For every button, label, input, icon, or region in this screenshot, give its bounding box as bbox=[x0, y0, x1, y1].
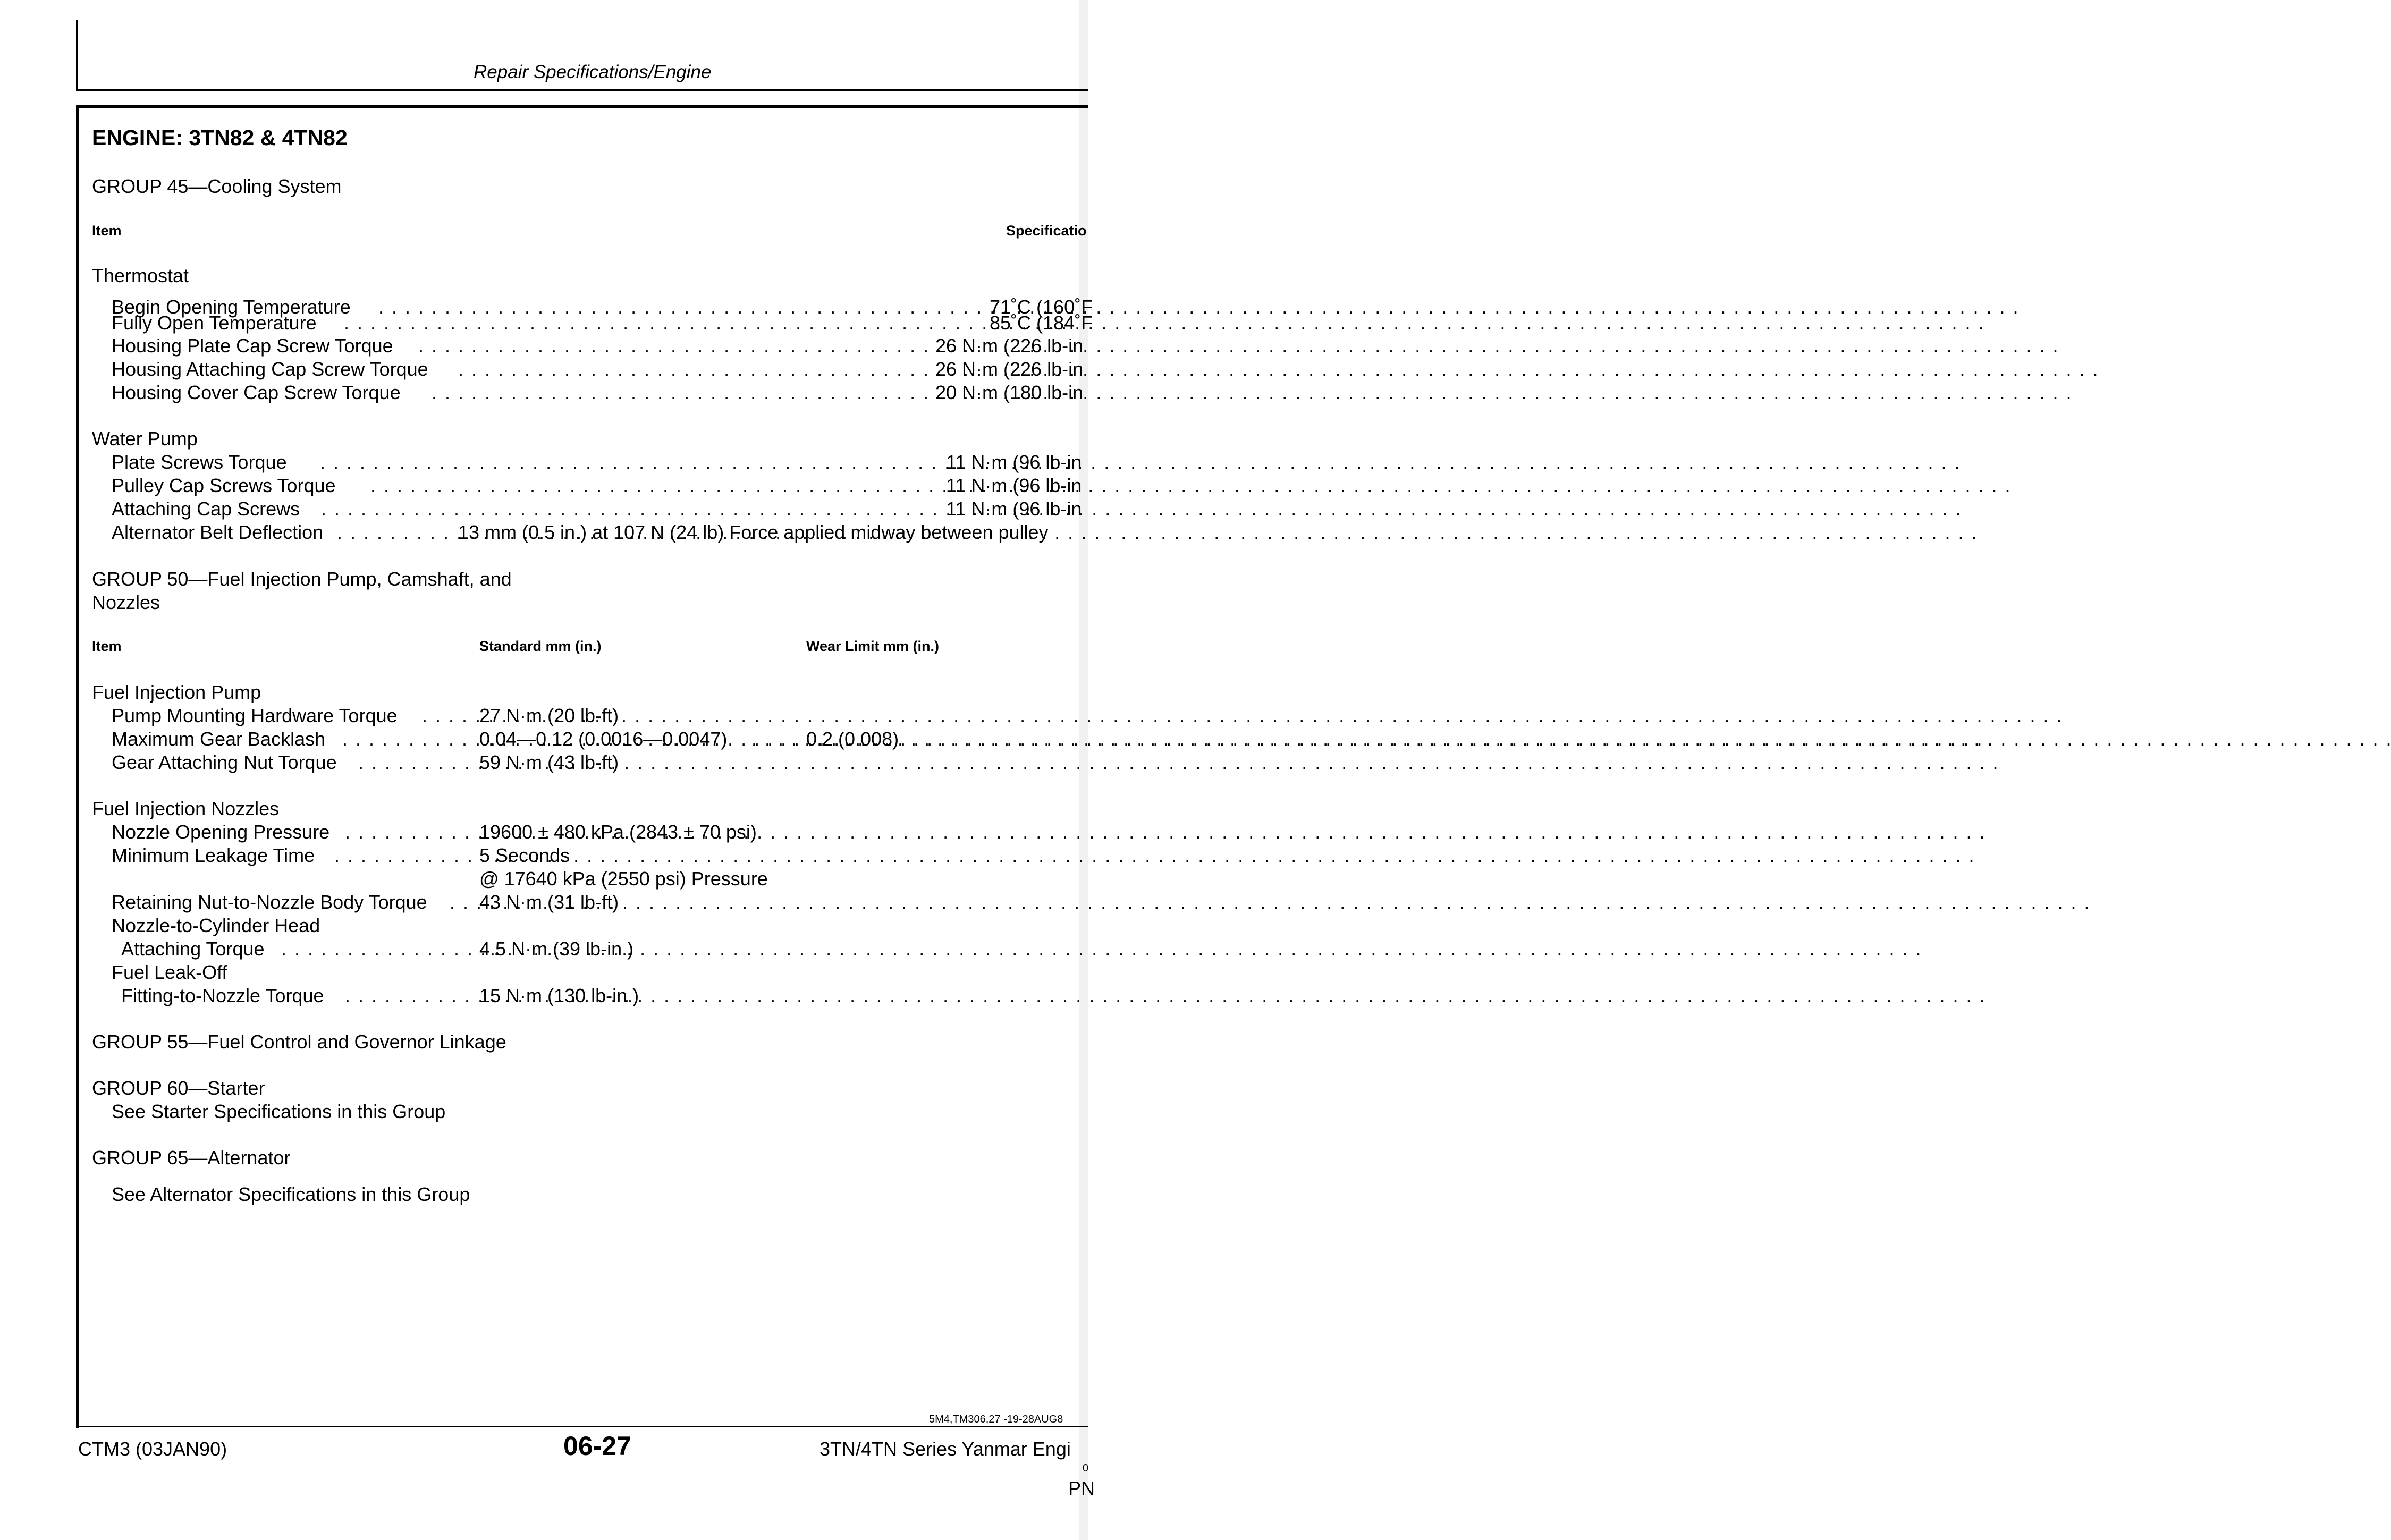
dot-leader bbox=[370, 474, 945, 497]
dot-leader bbox=[344, 311, 988, 335]
group60-heading: GROUP 60—Starter bbox=[92, 1077, 265, 1099]
spec-item: Maximum Gear Backlash bbox=[112, 728, 326, 750]
outer-left-rule bbox=[76, 20, 78, 90]
page-header-title: Repair Specifications/Engine bbox=[474, 62, 712, 82]
spec-value: 59 N·m (43 lb-ft) bbox=[479, 751, 619, 773]
footer-tiny: 0 bbox=[1083, 1462, 1089, 1474]
dot-leader bbox=[458, 358, 935, 381]
spec-item: Gear Attaching Nut Torque bbox=[112, 751, 337, 773]
spec-item-cont: Attaching Torque bbox=[121, 938, 265, 960]
spec-item: Begin Opening Temperature bbox=[112, 296, 351, 318]
footer-right: 3TN/4TN Series Yanmar Engi bbox=[819, 1438, 1071, 1460]
content-box-top bbox=[76, 105, 1088, 108]
group50-col-item: Item bbox=[92, 638, 122, 654]
spec-value: 19600 ± 480 kPa (2843 ± 70 psi) bbox=[479, 821, 757, 843]
group50-col-wear: Wear Limit mm (in.) bbox=[806, 638, 940, 654]
group45-col-spec: Specificatio bbox=[1006, 223, 1087, 239]
group65-heading: GROUP 65—Alternator bbox=[92, 1147, 291, 1169]
wear-value: 0.2 (0.008) bbox=[806, 728, 899, 750]
spec-item-cont: Fitting-to-Nozzle Torque bbox=[121, 985, 324, 1006]
group50-heading-line2: Nozzles bbox=[92, 591, 160, 613]
spec-item: Nozzle-to-Cylinder Head bbox=[112, 915, 320, 936]
spec-item: Fully Open Temperature bbox=[112, 312, 317, 334]
spec-item: Nozzle Opening Pressure bbox=[112, 821, 330, 843]
water-pump-label: Water Pump bbox=[92, 428, 198, 450]
spec-value: 26 N·m (226 lb-in bbox=[935, 335, 1084, 357]
footer-code: 5M4,TM306,27 -19-28AUG8 bbox=[929, 1414, 1063, 1425]
dot-leader bbox=[345, 984, 477, 1008]
content-box-bottom bbox=[76, 1426, 1088, 1427]
spec-value: 11 N·m (96 lb-in bbox=[946, 451, 1082, 473]
spec-value: 13 mm (0.5 in.) at 107 N (24 lb) Force applied midway between pulley bbox=[458, 521, 1049, 543]
spec-value: 11 N·m (96 lb-in bbox=[946, 498, 1082, 520]
page-number: 06-27 bbox=[563, 1431, 631, 1461]
thermostat-label: Thermostat bbox=[92, 265, 189, 286]
spec-value: 20 N·m (180 lb-in bbox=[935, 382, 1084, 403]
spec-value: 5 Seconds bbox=[479, 844, 570, 866]
spec-item: Minimum Leakage Time bbox=[112, 844, 315, 866]
dot-leader bbox=[342, 727, 477, 751]
fuel-nozzles-label: Fuel Injection Nozzles bbox=[92, 798, 280, 819]
group50-heading-line1: GROUP 50—Fuel Injection Pump, Camshaft, and bbox=[92, 568, 512, 590]
dot-leader bbox=[345, 820, 477, 844]
spec-item: Housing Cover Cap Screw Torque bbox=[112, 382, 401, 403]
spec-item: Fuel Leak-Off bbox=[112, 961, 227, 983]
spec-value: 4.5 N·m (39 lb-in.) bbox=[479, 938, 634, 960]
group45-heading: GROUP 45—Cooling System bbox=[92, 175, 342, 197]
spec-value: 43 N·m (31 lb-ft) bbox=[479, 891, 619, 913]
dot-leader bbox=[450, 891, 477, 914]
dot-leader bbox=[418, 334, 935, 358]
dot-leader bbox=[432, 381, 935, 404]
dot-leader bbox=[422, 704, 477, 727]
spec-value: 0.04—0.12 (0.0016—0.0047) bbox=[479, 728, 728, 750]
dot-leader bbox=[320, 451, 945, 474]
content-box-left bbox=[76, 105, 79, 1428]
footer-pn: PN bbox=[1068, 1477, 1095, 1499]
dot-leader bbox=[321, 497, 945, 521]
spec-item: Attaching Cap Screws bbox=[112, 498, 300, 520]
group55-heading: GROUP 55—Fuel Control and Governor Linkage bbox=[92, 1031, 506, 1053]
fuel-pump-label: Fuel Injection Pump bbox=[92, 681, 261, 703]
dot-leader bbox=[334, 844, 477, 867]
dot-leader bbox=[281, 937, 477, 961]
header-underline bbox=[76, 89, 1088, 91]
engine-title: ENGINE: 3TN82 & 4TN82 bbox=[92, 125, 348, 150]
group45-col-item: Item bbox=[92, 223, 122, 239]
spec-value-cont: @ 17640 kPa (2550 psi) Pressure bbox=[479, 868, 768, 890]
group65-note: See Alternator Specifications in this Group bbox=[112, 1183, 470, 1205]
group50-col-standard: Standard mm (in.) bbox=[479, 638, 602, 654]
spec-value: 15 N·m (130 lb-in.) bbox=[479, 985, 639, 1006]
group60-note: See Starter Specifications in this Group bbox=[112, 1101, 446, 1122]
spec-value: 26 N·m (226 lb-in bbox=[935, 358, 1084, 380]
spec-value: 27 N·m (20 lb-ft) bbox=[479, 705, 619, 726]
dot-leader bbox=[337, 521, 450, 544]
spec-item: Retaining Nut-to-Nozzle Body Torque bbox=[112, 891, 427, 913]
spec-item: Housing Attaching Cap Screw Torque bbox=[112, 358, 428, 380]
dot-leader bbox=[358, 751, 477, 774]
spec-item: Housing Plate Cap Screw Torque bbox=[112, 335, 393, 357]
dot-leader bbox=[751, 727, 806, 751]
footer-left: CTM3 (03JAN90) bbox=[78, 1438, 227, 1460]
spec-value: 85˚C (184˚F bbox=[990, 312, 1093, 334]
spec-value: 11 N·m (96 lb-in bbox=[946, 475, 1082, 496]
spec-item: Pulley Cap Screws Torque bbox=[112, 475, 336, 496]
spec-item: Pump Mounting Hardware Torque bbox=[112, 705, 398, 726]
spec-item: Plate Screws Torque bbox=[112, 451, 287, 473]
spec-value: 71˚C (160˚F bbox=[990, 296, 1093, 318]
spec-item: Alternator Belt Deflection bbox=[112, 521, 324, 543]
